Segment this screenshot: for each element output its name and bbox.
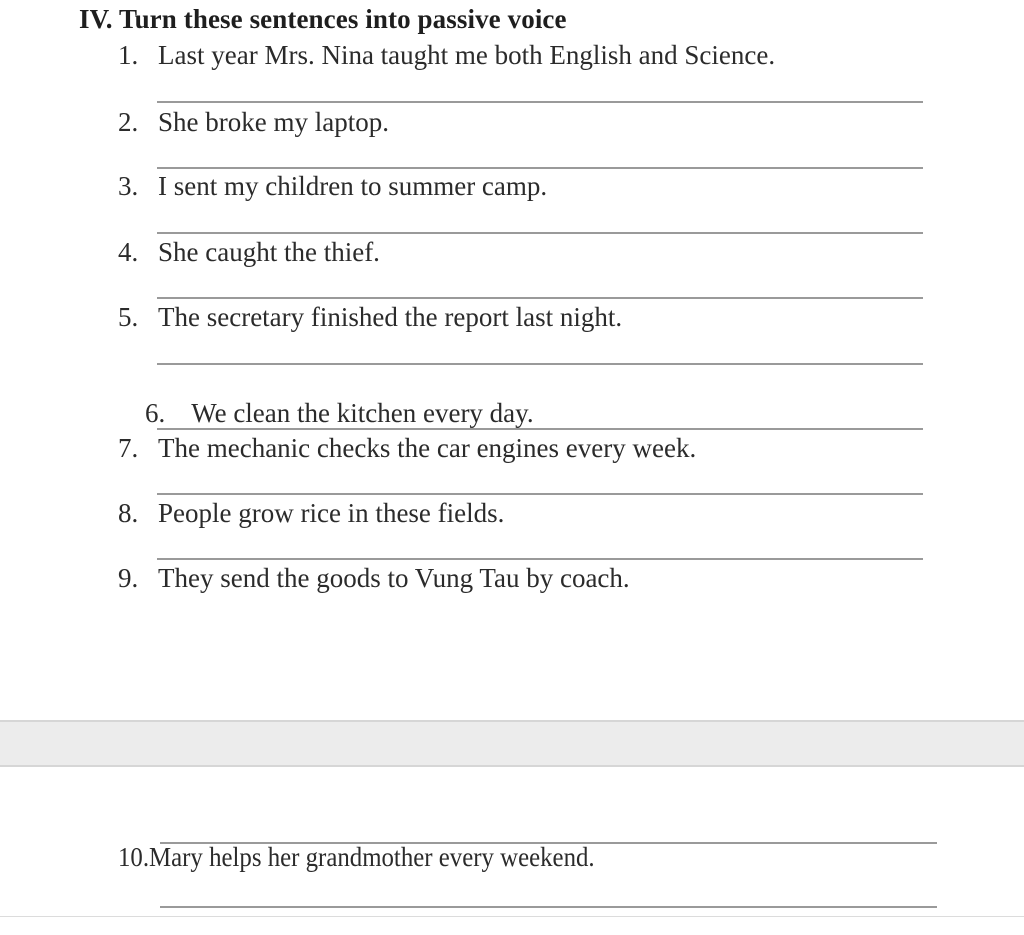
item-text: She broke my laptop.	[158, 107, 389, 137]
exercise-item-8	[118, 498, 504, 529]
exercise-item-10	[118, 842, 595, 873]
answer-line-1[interactable]	[157, 101, 923, 103]
item-text: They send the goods to Vung Tau by coach.	[158, 563, 630, 593]
item-number: 5.	[118, 302, 139, 332]
item-text: Mary helps her grandmother every weekend.	[149, 842, 595, 872]
section-title: IV. Turn these sentences into passive voice	[79, 4, 567, 34]
item-text: The mechanic checks the car engines every week.	[158, 433, 697, 463]
item-text: I sent my children to summer camp.	[158, 171, 548, 201]
item-number: 1.	[118, 40, 139, 70]
item-text: Last year Mrs. Nina taught me both English and Science.	[158, 40, 776, 70]
answer-line-10[interactable]	[160, 906, 937, 908]
exercise-item-4	[118, 237, 380, 268]
exercise-item-5	[118, 302, 622, 333]
answer-line-2[interactable]	[157, 167, 923, 169]
item-text: The secretary finished the report last night.	[158, 302, 623, 332]
item-number: 3.	[118, 171, 139, 201]
item-number: 4.	[118, 237, 139, 267]
answer-line-5[interactable]	[157, 363, 923, 365]
item-number: 9.	[118, 563, 139, 593]
item-text: People grow rice in these fields.	[158, 498, 505, 528]
answer-line-7[interactable]	[157, 493, 923, 495]
page-edge-divider	[0, 916, 1024, 917]
item-number: 7.	[118, 433, 139, 463]
page-break-separator	[0, 720, 1024, 767]
exercise-item-1	[118, 40, 775, 71]
exercise-item-3	[118, 171, 547, 202]
item-number: 6.	[145, 398, 166, 428]
answer-line-8[interactable]	[157, 558, 923, 560]
answer-line-4[interactable]	[157, 297, 923, 299]
item-number: 8.	[118, 498, 139, 528]
answer-line-3[interactable]	[157, 232, 923, 234]
exercise-item-9	[118, 563, 630, 594]
exercise-item-2	[118, 107, 389, 138]
item-number: 2.	[118, 107, 139, 137]
item-number: 10.	[118, 842, 150, 872]
item-text: We clean the kitchen every day.	[185, 398, 534, 428]
answer-line-6[interactable]	[157, 428, 923, 430]
item-text: She caught the thief.	[158, 237, 380, 267]
exercise-item-7	[118, 433, 696, 464]
